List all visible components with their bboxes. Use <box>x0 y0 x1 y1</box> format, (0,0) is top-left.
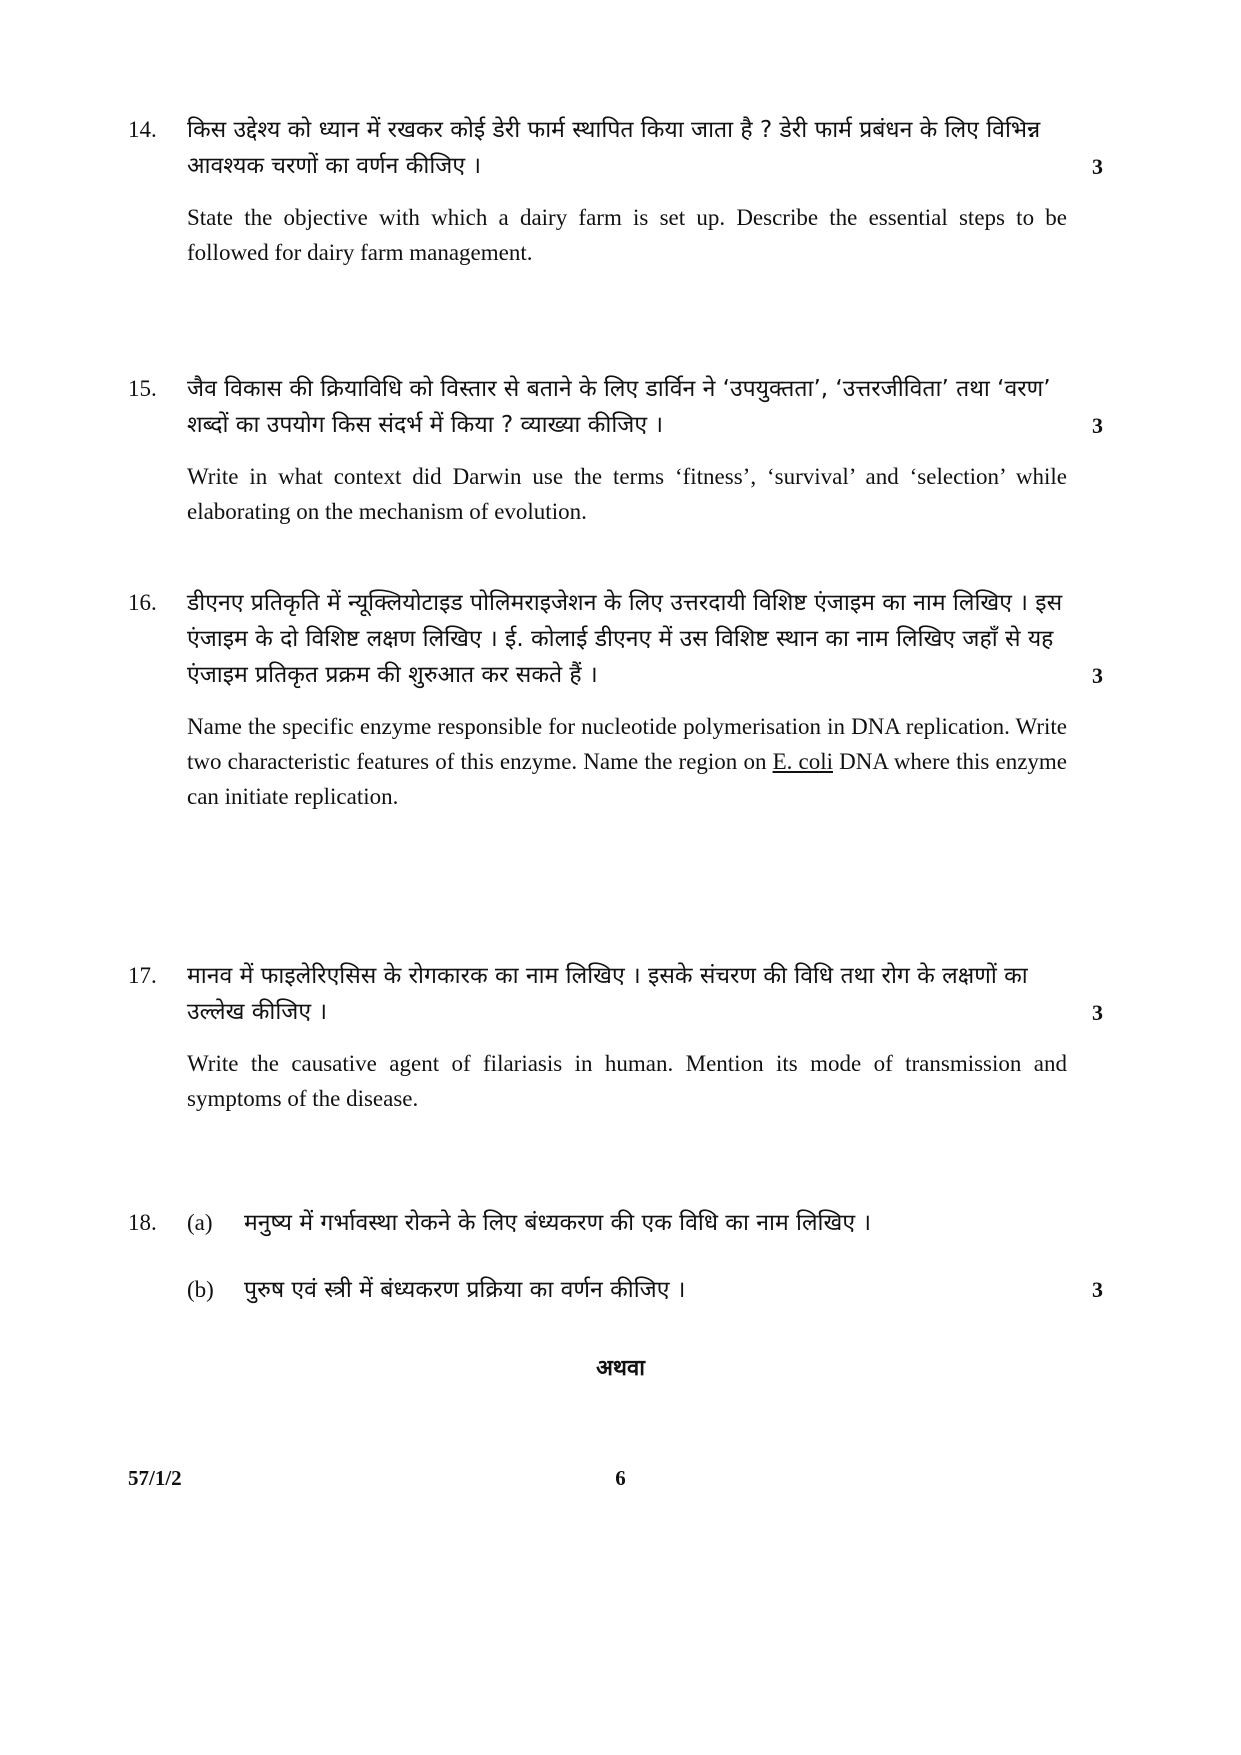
sub-part-text: पुरुष एवं स्त्री में बंध्यकरण प्रक्रिया का वर्णन कीजिए । <box>244 1277 686 1303</box>
english-text-part: Name the specific enzyme responsible for nucleotide polymerisation in DNA replication. Write two characteristic features of this enzyme. Name the region on <box>187 714 1067 774</box>
marks: 3 <box>1092 1000 1103 1025</box>
question-number: 15. <box>128 376 157 401</box>
sub-part-label: (b) <box>187 1277 214 1302</box>
question-english-text <box>187 709 1067 814</box>
question-english-text: Write the causative agent of filariasis in human. Mention its mode of transmission and symptoms of the disease. <box>187 1051 1067 1111</box>
english-text-part: DNA where this enzyme can initiate replication. <box>187 749 1068 809</box>
question-hindi-text: डीएनए प्रतिकृति में न्यूक्लियोटाइड पोलिमराइजेशन के लिए उत्तरदायी विशिष्ट एंजाइम का नाम लिखिए । इस एंजाइम के दो विशिष्ट लक्षण लिखिए । ई. कोलाई डीएनए में उस विशिष्ट स्थान का नाम लिखिए जहाँ से यह एंजाइम प्रतिकृत प्रक्रम की शुरुआत कर सकते हैं । <box>187 590 1063 688</box>
sub-part-label: (a) <box>187 1210 213 1235</box>
paper-code: 57/1/2 <box>128 1466 182 1490</box>
question-hindi-text: मानव में फाइलेरिएसिस के रोगकारक का नाम लिखिए । इसके संचरण की विधि तथा रोग के लक्षणों का उल्लेख कीजिए । <box>187 963 1028 1025</box>
question-number: 14. <box>128 117 157 142</box>
species-name-underlined: E. coli <box>772 749 833 774</box>
or-separator: अथवा <box>596 1356 645 1381</box>
question-english-text: State the objective with which a dairy farm is set up. Describe the essential steps to be followed for dairy farm management. <box>187 205 1067 265</box>
question-number: 16. <box>128 590 157 615</box>
question-english-text: Write in what context did Darwin use the terms ‘fitness’, ‘survival’ and ‘selection’ while elaborating on the mechanism of evolution. <box>187 464 1067 524</box>
page-number: 6 <box>615 1466 626 1490</box>
marks: 3 <box>1092 413 1103 438</box>
question-number: 17. <box>128 963 157 988</box>
marks: 3 <box>1092 663 1103 688</box>
question-number: 18. <box>128 1210 157 1235</box>
sub-part-text: मनुष्य में गर्भावस्था रोकने के लिए बंध्यकरण की एक विधि का नाम लिखिए । <box>244 1210 872 1236</box>
marks: 3 <box>1092 1277 1103 1302</box>
question-hindi-text: जैव विकास की क्रियाविधि को विस्तार से बताने के लिए डार्विन ने ‘उपयुक्तता’, ‘उत्तरजीविता’ तथा ‘वरण’ शब्दों का उपयोग किस संदर्भ में किया ? व्याख्या कीजिए । <box>187 376 1051 438</box>
question-hindi-text: किस उद्देश्य को ध्यान में रखकर कोई डेरी फार्म स्थापित किया जाता है ? डेरी फार्म प्रबंधन के लिए विभिन्न आवश्यक चरणों का वर्णन कीजिए । <box>187 117 1041 179</box>
marks: 3 <box>1092 154 1103 179</box>
